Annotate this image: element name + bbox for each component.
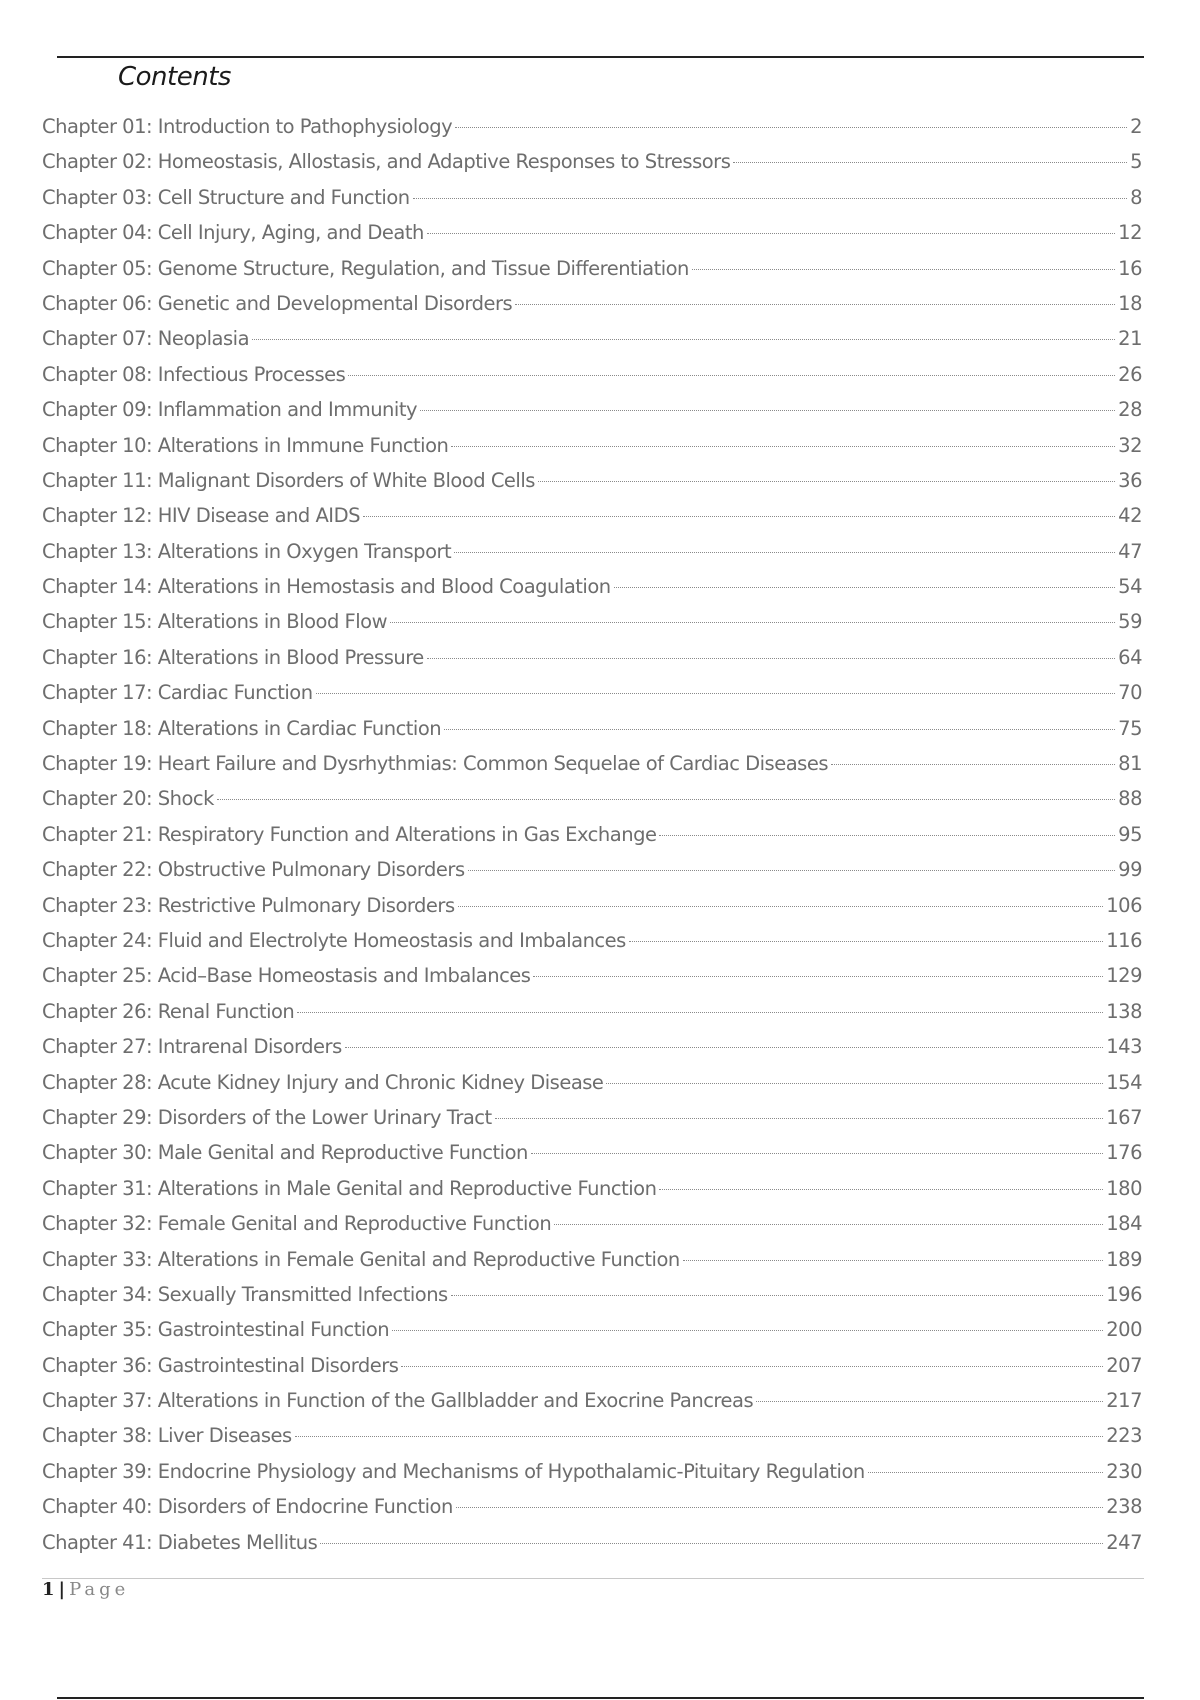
toc-entry[interactable] — [42, 894, 1142, 929]
toc-entry-page: 16 — [1118, 256, 1142, 280]
toc-entry-page: 217 — [1106, 1389, 1142, 1413]
toc-entry[interactable] — [42, 1531, 1142, 1566]
toc-entry-title: Chapter 04: Cell Injury, Aging, and Death — [42, 221, 424, 245]
toc-entry-page: 167 — [1106, 1105, 1142, 1129]
header-rule — [57, 56, 1144, 58]
toc-entry-page: 21 — [1118, 327, 1142, 351]
toc-entry-page: 230 — [1106, 1459, 1142, 1483]
toc-entry-page: 99 — [1118, 858, 1142, 882]
toc-entry-page: 143 — [1106, 1035, 1142, 1059]
toc-entry-title: Chapter 39: Endocrine Physiology and Mechanisms of Hypothalamic-Pituitary Regulation — [42, 1459, 865, 1483]
toc-entry-title: Chapter 24: Fluid and Electrolyte Homeostasis and Imbalances — [42, 928, 626, 952]
toc-dot-leader — [458, 906, 1104, 907]
toc-entry-title: Chapter 01: Introduction to Pathophysiology — [42, 115, 453, 138]
toc-dot-leader — [348, 375, 1115, 376]
toc-entry-title: Chapter 18: Alterations in Cardiac Function — [42, 716, 442, 740]
toc-dot-leader — [495, 1118, 1104, 1119]
toc-entry-page: 223 — [1106, 1424, 1142, 1448]
toc-entry-page: 154 — [1106, 1070, 1142, 1094]
toc-entry-page: 64 — [1118, 645, 1142, 669]
toc-entry[interactable] — [42, 575, 1142, 610]
toc-entry-title: Chapter 33: Alterations in Female Genital and Reproductive Function — [42, 1247, 680, 1271]
toc-entry-title: Chapter 21: Respiratory Function and Alterations in Gas Exchange — [42, 822, 657, 846]
toc-entry[interactable] — [42, 115, 1142, 150]
toc-dot-leader — [427, 658, 1115, 659]
toc-entry-page: 184 — [1106, 1212, 1142, 1236]
toc-entry-title: Chapter 11: Malignant Disorders of White Blood Cells — [42, 468, 535, 492]
toc-entry-page: 32 — [1118, 433, 1142, 457]
toc-entry[interactable] — [42, 469, 1142, 504]
toc-entry-page: 2 — [1130, 115, 1142, 138]
toc-dot-leader — [614, 587, 1116, 588]
toc-entry-title: Chapter 28: Acute Kidney Injury and Chronic Kidney Disease — [42, 1070, 604, 1094]
toc-entry-title: Chapter 20: Shock — [42, 787, 214, 811]
toc-dot-leader — [733, 162, 1127, 163]
toc-entry[interactable] — [42, 1389, 1142, 1424]
toc-entry[interactable] — [42, 964, 1142, 999]
toc-entry-page: 129 — [1106, 964, 1142, 988]
toc-entry-page: 18 — [1118, 291, 1142, 315]
toc-entry[interactable] — [42, 1000, 1142, 1035]
toc-entry-title: Chapter 35: Gastrointestinal Function — [42, 1318, 390, 1342]
toc-dot-leader — [606, 1083, 1103, 1084]
toc-entry[interactable] — [42, 752, 1142, 787]
toc-entry-page: 247 — [1106, 1530, 1142, 1554]
toc-entry-title: Chapter 37: Alterations in Function of the Gallbladder and Exocrine Pancreas — [42, 1389, 754, 1413]
toc-dot-leader — [533, 976, 1103, 977]
toc-entry-title: Chapter 09: Inflammation and Immunity — [42, 398, 418, 422]
toc-dot-leader — [692, 269, 1115, 270]
toc-dot-leader — [554, 1224, 1103, 1225]
toc-entry-title: Chapter 31: Alterations in Male Genital and Reproductive Function — [42, 1176, 657, 1200]
toc-entry[interactable] — [42, 858, 1142, 893]
toc-entry-title: Chapter 05: Genome Structure, Regulation, and Tissue Differentiation — [42, 256, 689, 280]
toc-dot-leader — [363, 516, 1115, 517]
toc-dot-leader — [538, 481, 1115, 482]
toc-entry-title: Chapter 30: Male Genital and Reproductive Function — [42, 1141, 528, 1165]
toc-dot-leader — [515, 304, 1115, 305]
toc-entry-title: Chapter 06: Genetic and Developmental Disorders — [42, 291, 513, 315]
toc-entry[interactable] — [42, 929, 1142, 964]
toc-entry-title: Chapter 36: Gastrointestinal Disorders — [42, 1353, 399, 1377]
toc-entry-title: Chapter 34: Sexually Transmitted Infections — [42, 1282, 448, 1306]
toc-entry[interactable] — [42, 1177, 1142, 1212]
toc-entry-page: 28 — [1118, 398, 1142, 422]
toc-dot-leader — [295, 1436, 1104, 1437]
toc-entry[interactable] — [42, 681, 1142, 716]
toc-entry-title: Chapter 15: Alterations in Blood Flow — [42, 610, 388, 634]
toc-entry[interactable] — [42, 717, 1142, 752]
toc-entry-page: 54 — [1118, 575, 1142, 599]
toc-entry-page: 5 — [1130, 150, 1142, 174]
toc-entry-title: Chapter 13: Alterations in Oxygen Transport — [42, 539, 452, 563]
toc-entry-page: 207 — [1106, 1353, 1142, 1377]
toc-entry-title: Chapter 12: HIV Disease and AIDS — [42, 504, 360, 528]
toc-entry-page: 196 — [1106, 1282, 1142, 1306]
toc-entry[interactable] — [42, 1460, 1142, 1495]
toc-entry[interactable] — [42, 1141, 1142, 1176]
toc-dot-leader — [456, 1507, 1103, 1508]
toc-entry[interactable] — [42, 434, 1142, 469]
toc-entry-title: Chapter 16: Alterations in Blood Pressure — [42, 645, 424, 669]
toc-dot-leader — [659, 1189, 1103, 1190]
toc-entry[interactable] — [42, 610, 1142, 645]
toc-entry-title: Chapter 17: Cardiac Function — [42, 681, 313, 705]
toc-entry-page: 95 — [1118, 822, 1142, 846]
toc-entry-title: Chapter 38: Liver Diseases — [42, 1424, 292, 1448]
toc-entry-title: Chapter 02: Homeostasis, Allostasis, and Adaptive Responses to Stressors — [42, 150, 731, 174]
footer-page-label: Page — [69, 1579, 130, 1600]
toc-entry-page: 81 — [1118, 752, 1142, 776]
toc-entry[interactable] — [42, 540, 1142, 575]
toc-entry[interactable] — [42, 150, 1142, 185]
toc-entry[interactable] — [42, 186, 1142, 221]
toc-entry[interactable] — [42, 646, 1142, 681]
toc-dot-leader — [659, 835, 1115, 836]
toc-dot-leader — [451, 1295, 1104, 1296]
toc-dot-leader — [455, 127, 1127, 128]
toc-entry-page: 106 — [1106, 893, 1142, 917]
toc-entry-page: 189 — [1106, 1247, 1142, 1271]
toc-dot-leader — [468, 870, 1116, 871]
toc-entry-title: Chapter 32: Female Genital and Reproductive Function — [42, 1212, 552, 1236]
toc-entry-page: 47 — [1118, 539, 1142, 563]
toc-dot-leader — [345, 1047, 1104, 1048]
toc-entry[interactable] — [42, 1495, 1142, 1530]
toc-dot-leader — [252, 339, 1115, 340]
toc-entry-page: 59 — [1118, 610, 1142, 634]
toc-entry[interactable] — [42, 398, 1142, 433]
toc-dot-leader — [451, 446, 1115, 447]
toc-dot-leader — [444, 729, 1115, 730]
toc-entry-page: 70 — [1118, 681, 1142, 705]
toc-entry[interactable] — [42, 257, 1142, 292]
toc-dot-leader — [413, 198, 1127, 199]
page-footer — [42, 1579, 129, 1600]
footer-page-number: 1 — [42, 1579, 55, 1600]
toc-entry-page: 36 — [1118, 468, 1142, 492]
toc-entry-page: 8 — [1130, 185, 1142, 209]
toc-entry-page: 116 — [1106, 928, 1142, 952]
toc-entry[interactable] — [42, 1071, 1142, 1106]
toc-entry-page: 138 — [1106, 999, 1142, 1023]
toc-entry[interactable] — [42, 221, 1142, 256]
toc-dot-leader — [392, 1330, 1103, 1331]
footer-separator: | — [58, 1579, 66, 1600]
toc-entry-page: 42 — [1118, 504, 1142, 528]
toc-entry-page: 75 — [1118, 716, 1142, 740]
toc-entry-page: 88 — [1118, 787, 1142, 811]
footer-rule — [42, 1578, 1144, 1579]
toc-entry-title: Chapter 25: Acid–Base Homeostasis and Imbalances — [42, 964, 531, 988]
toc-entry-title: Chapter 29: Disorders of the Lower Urinary Tract — [42, 1105, 492, 1129]
toc-entry-title: Chapter 08: Infectious Processes — [42, 362, 346, 386]
contents-heading: Contents — [118, 62, 231, 92]
toc-entry-page: 200 — [1106, 1318, 1142, 1342]
toc-entry[interactable] — [42, 823, 1142, 858]
table-of-contents — [42, 115, 1142, 1566]
toc-entry-title: Chapter 27: Intrarenal Disorders — [42, 1035, 342, 1059]
toc-dot-leader — [420, 410, 1115, 411]
toc-dot-leader — [401, 1366, 1103, 1367]
toc-dot-leader — [390, 622, 1115, 623]
toc-entry-title: Chapter 19: Heart Failure and Dysrhythmias: Common Sequelae of Cardiac Diseases — [42, 752, 828, 776]
toc-dot-leader — [756, 1401, 1103, 1402]
toc-entry[interactable] — [42, 363, 1142, 398]
toc-entry[interactable] — [42, 1318, 1142, 1353]
toc-entry[interactable] — [42, 1354, 1142, 1389]
toc-entry-page: 180 — [1106, 1176, 1142, 1200]
toc-dot-leader — [217, 799, 1115, 800]
toc-dot-leader — [683, 1260, 1104, 1261]
toc-dot-leader — [629, 941, 1103, 942]
toc-entry-page: 176 — [1106, 1141, 1142, 1165]
toc-entry-title: Chapter 23: Restrictive Pulmonary Disorders — [42, 893, 455, 917]
toc-entry[interactable] — [42, 1212, 1142, 1247]
toc-entry-title: Chapter 26: Renal Function — [42, 999, 295, 1023]
toc-dot-leader — [531, 1153, 1103, 1154]
toc-entry[interactable] — [42, 327, 1142, 362]
toc-dot-leader — [868, 1472, 1104, 1473]
toc-dot-leader — [454, 552, 1115, 553]
toc-dot-leader — [316, 693, 1116, 694]
toc-entry-page: 12 — [1118, 221, 1142, 245]
toc-entry-page: 26 — [1118, 362, 1142, 386]
toc-entry-title: Chapter 07: Neoplasia — [42, 327, 250, 351]
toc-entry-title: Chapter 14: Alterations in Hemostasis and Blood Coagulation — [42, 575, 611, 599]
toc-entry[interactable] — [42, 787, 1142, 822]
toc-entry-title: Chapter 40: Disorders of Endocrine Function — [42, 1495, 453, 1519]
toc-dot-leader — [297, 1012, 1103, 1013]
toc-dot-leader — [427, 233, 1115, 234]
toc-entry[interactable] — [42, 1424, 1142, 1459]
toc-entry[interactable] — [42, 1035, 1142, 1070]
toc-entry-title: Chapter 10: Alterations in Immune Function — [42, 433, 449, 457]
toc-entry[interactable] — [42, 504, 1142, 539]
toc-entry[interactable] — [42, 292, 1142, 327]
toc-entry[interactable] — [42, 1283, 1142, 1318]
toc-dot-leader — [320, 1543, 1103, 1544]
toc-entry-page: 238 — [1106, 1495, 1142, 1519]
toc-entry-title: Chapter 22: Obstructive Pulmonary Disorders — [42, 858, 465, 882]
toc-dot-leader — [831, 764, 1115, 765]
page-bottom-rule — [57, 1697, 1144, 1699]
toc-entry-title: Chapter 41: Diabetes Mellitus — [42, 1530, 318, 1554]
toc-entry-title: Chapter 03: Cell Structure and Function — [42, 185, 410, 209]
toc-entry[interactable] — [42, 1106, 1142, 1141]
toc-entry[interactable] — [42, 1248, 1142, 1283]
